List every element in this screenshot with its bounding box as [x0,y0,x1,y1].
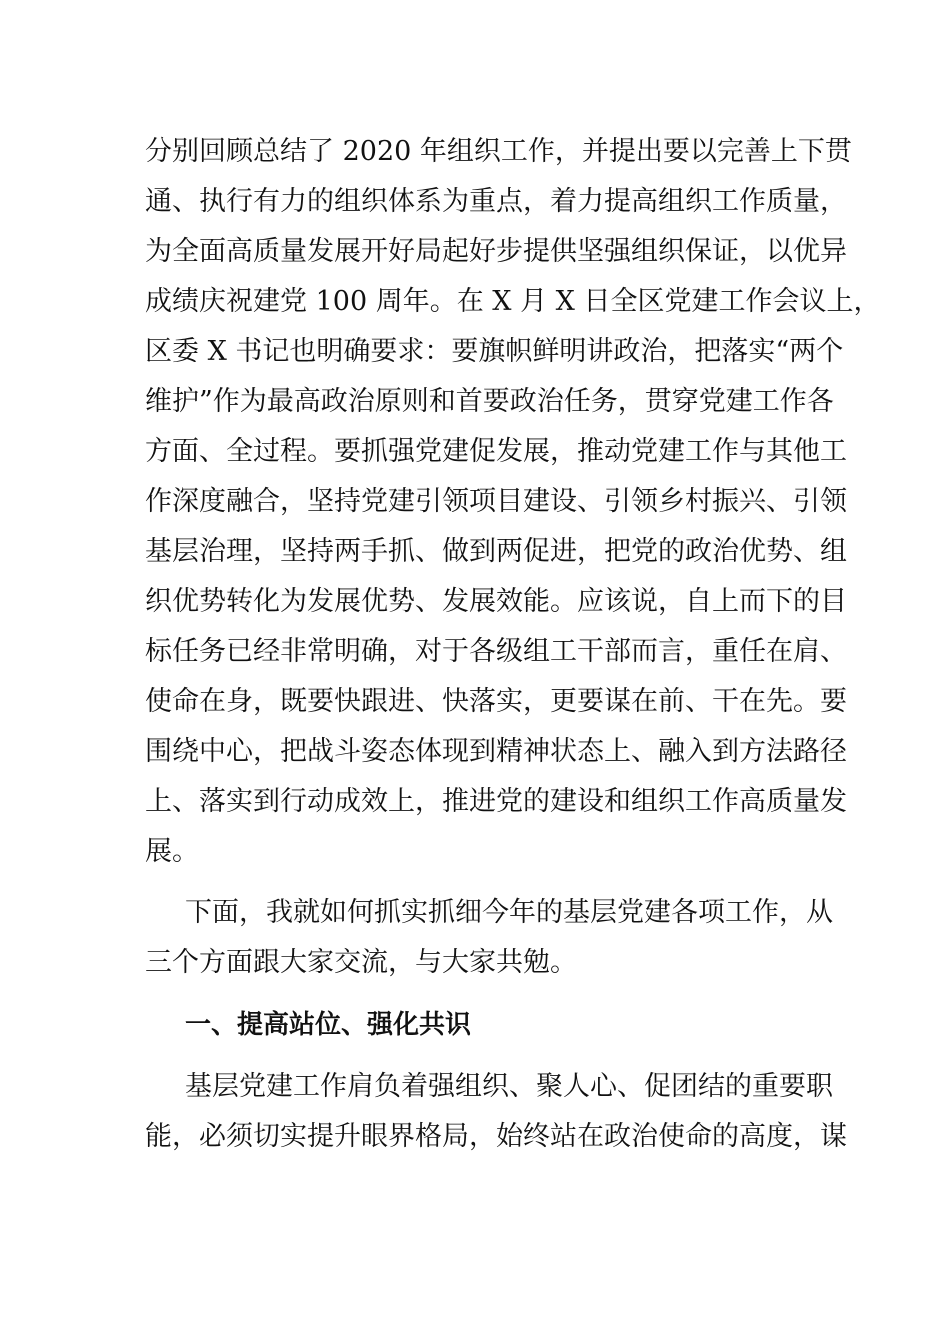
paragraph-line: 成绩庆祝建党 100 周年。在 X 月 X 日全区党建工作会议上， [145,286,881,317]
paragraph-line: 展。 [145,836,199,867]
paragraph-line: 分别回顾总结了 2020 年组织工作，并提出要以完善上下贯 [145,136,852,167]
paragraph-line: 作深度融合，坚持党建引领项目建设、引领乡村振兴、引领 [145,486,847,517]
paragraph-line: 基层治理，坚持两手抓、做到两促进，把党的政治优势、组 [145,536,847,567]
paragraph-line: 标任务已经非常明确，对于各级组工干部而言，重任在肩、 [145,636,847,667]
paragraph-line: 使命在身，既要快跟进、快落实，更要谋在前、干在先。要 [145,686,847,717]
paragraph-line: 基层党建工作肩负着强组织、聚人心、促团结的重要职 [185,1071,833,1102]
paragraph-line: 方面、全过程。要抓强党建促发展，推动党建工作与其他工 [145,436,847,467]
paragraph-line: 区委 X 书记也明确要求：要旗帜鲜明讲政治，把落实“两个 [145,336,844,367]
paragraph-line: 维护”作为最高政治原则和首要政治任务，贯穿党建工作各 [145,386,834,417]
paragraph-line: 能，必须切实提升眼界格局，始终站在政治使命的高度，谋 [145,1121,847,1152]
paragraph-line: 围绕中心，把战斗姿态体现到精神状态上、融入到方法路径 [145,736,847,767]
paragraph-line: 通、执行有力的组织体系为重点，着力提高组织工作质量， [145,186,847,217]
paragraph-line: 上、落实到行动成效上，推进党的建设和组织工作高质量发 [145,786,847,817]
paragraph-line: 三个方面跟大家交流，与大家共勉。 [145,947,577,978]
paragraph-line: 下面，我就如何抓实抓细今年的基层党建各项工作，从 [185,897,833,928]
section-heading: 一、提高站位、强化共识 [185,1010,472,1040]
paragraph-line: 为全面高质量发展开好局起好步提供坚强组织保证，以优异 [145,236,847,267]
paragraph-line: 织优势转化为发展优势、发展效能。应该说，自上而下的目 [145,586,847,617]
